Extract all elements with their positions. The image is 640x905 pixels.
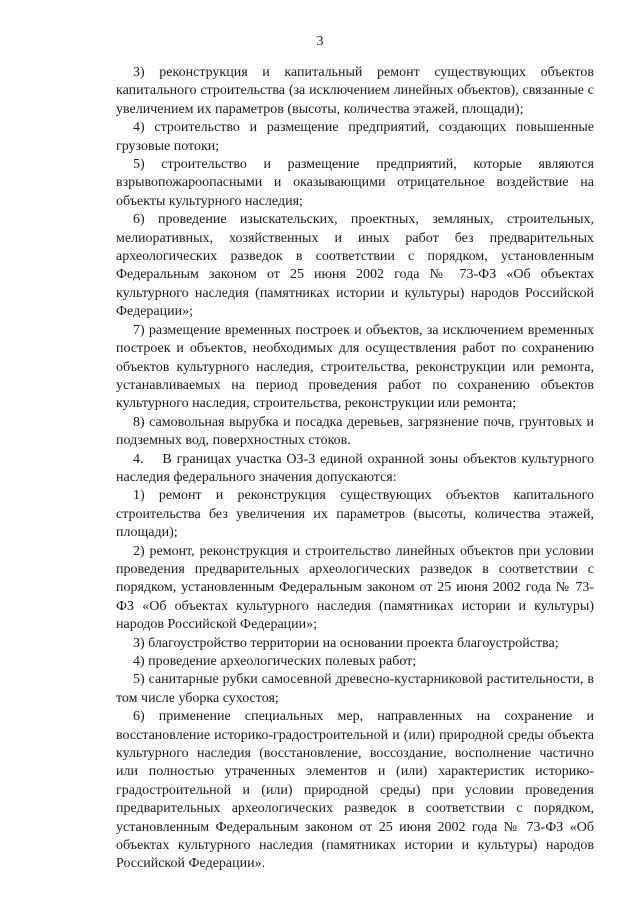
- paragraph-item-5: 5) строительство и размещение предприятий, которые являются взрывопожароопасными и оказывающими отрицательное воздействие на объекты культурного наследия;: [116, 157, 594, 209]
- paragraph-item-3: 3) реконструкция и капитальный ремонт существующих объектов капитального строительства (за исключением линейных объектов), связанные с увеличением их параметров (высоты, количества этажей, площади);: [116, 65, 594, 117]
- allowed-item-5: 5) санитарные рубки самосевной древесно-кустарниковой растительности, в том числе уборка сухостоя;: [116, 672, 594, 706]
- section-4-heading: 4. В границах участка ОЗ-3 единой охранной зоны объектов культурного наследия федерального значения допускаются:: [116, 451, 594, 485]
- paragraph-item-8: 8) самовольная вырубка и посадка деревьев, загрязнение почв, грунтовых и подземных вод, поверхностных стоков.: [116, 414, 594, 449]
- allowed-item-3: 3) благоустройство территории на основании проекта благоустройства;: [133, 635, 559, 651]
- allowed-item-6: 6) применение специальных мер, направленных на сохранение и восстановление историко-градостроительной и (или) природной среды объекта культурного наследия (восстановление, воссоздание, восполнение частично или полностью утраченных элементов и (или) характеристик историко-градостроительной и (или) природной среды) при условии проведения предварительных археологических разведок в соответствии с порядком, установленным Федеральным законом от 25 июня 2002 года № 73-ФЗ «Об объектах культурного наследия (памятниках истории и культуры) народов Российской Федерации».: [116, 709, 594, 872]
- paragraph-item-4: 4) строительство и размещение предприятий, создающих повышенные грузовые потоки;: [116, 120, 594, 154]
- page-number: 3: [316, 34, 324, 49]
- paragraph-item-6: 6) проведение изыскательских, проектных, земляных, строительных, мелиоративных, хозяйственных и иных работ без предварительных археологических разведок в соответствии с порядком, установленным Федеральным законом от 25 июня 2002 года № 73-ФЗ «Об объектах культурного наследия (памятниках истории и культуры) народов Российской Федерации»;: [116, 212, 594, 320]
- allowed-item-4: 4) проведение археологических полевых работ;: [133, 654, 417, 669]
- allowed-item-1: 1) ремонт и реконструкция существующих объектов капитального строительства без увеличения их параметров (высоты, количества этажей, площади);: [116, 488, 594, 541]
- allowed-item-2: 2) ремонт, реконструкция и строительство линейных объектов при условии проведения предварительных археологических разведок в соответствии с порядком, установленным Федеральным законом от 25 июня 2002 года № 73-ФЗ «Об объектах культурного наследия (памятниках истории и культуры) народов Российской Федерации»;: [116, 543, 594, 633]
- paragraph-item-7: 7) размещение временных построек и объектов, за исключением временных построек и объектов, необходимых для осуществления работ по сохранению объектов культурного наследия, строительства, реконструкции или ремонта, устанавливаемых на период проведения работ по сохранению объектов культурного наследия, строительства, реконструкции или ремонта;: [116, 322, 594, 412]
- document-body: [116, 64, 594, 874]
